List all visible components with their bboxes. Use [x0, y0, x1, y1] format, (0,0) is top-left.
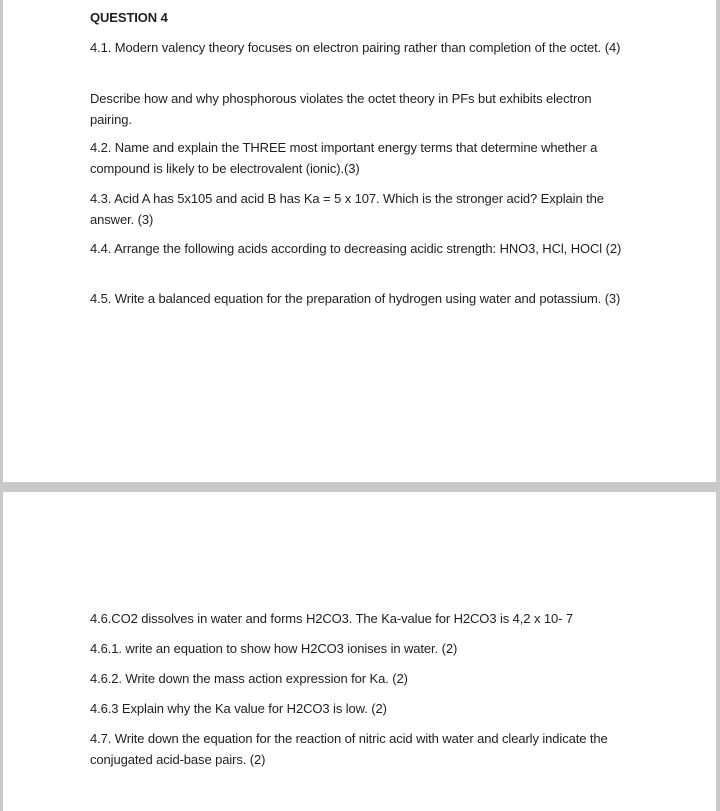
question-4-5: 4.5. Write a balanced equation for the preparation of hydrogen using water and potassium. (3) — [90, 291, 621, 306]
question-4-7: 4.7. Write down the equation for the reaction of nitric acid with water and clearly indicate the conjugated acid-base pairs. (2) — [90, 731, 608, 767]
document-page-1 — [3, 0, 716, 482]
question-4-3: 4.3. Acid A has 5x105 and acid B has Ka = 5 x 107. Which is the stronger acid? Explain the answer. (3) — [90, 191, 604, 227]
document-page-2 — [3, 492, 716, 811]
question-4-1-describe: Describe how and why phosphorous violates the octet theory in PFs but exhibits electron pairing. — [90, 91, 592, 127]
question-4-6: 4.6.CO2 dissolves in water and forms H2CO3. The Ka-value for H2CO3 is 4,2 x 10- 7 — [90, 611, 573, 626]
question-4-6-3: 4.6.3 Explain why the Ka value for H2CO3 is low. (2) — [90, 701, 387, 716]
question-4-6-2: 4.6.2. Write down the mass action expression for Ka. (2) — [90, 671, 408, 686]
question-4-4: 4.4. Arrange the following acids according to decreasing acidic strength: HNO3, HCl, HOCl (2) — [90, 241, 622, 256]
question-heading: QUESTION 4 — [90, 10, 168, 25]
question-4-2: 4.2. Name and explain the THREE most important energy terms that determine whether a compound is likely to be electrovalent (ionic).(3) — [90, 140, 598, 176]
question-4-1: 4.1. Modern valency theory focuses on electron pairing rather than completion of the octet. (4) — [90, 40, 621, 55]
question-4-6-1: 4.6.1. write an equation to show how H2CO3 ionises in water. (2) — [90, 641, 458, 656]
